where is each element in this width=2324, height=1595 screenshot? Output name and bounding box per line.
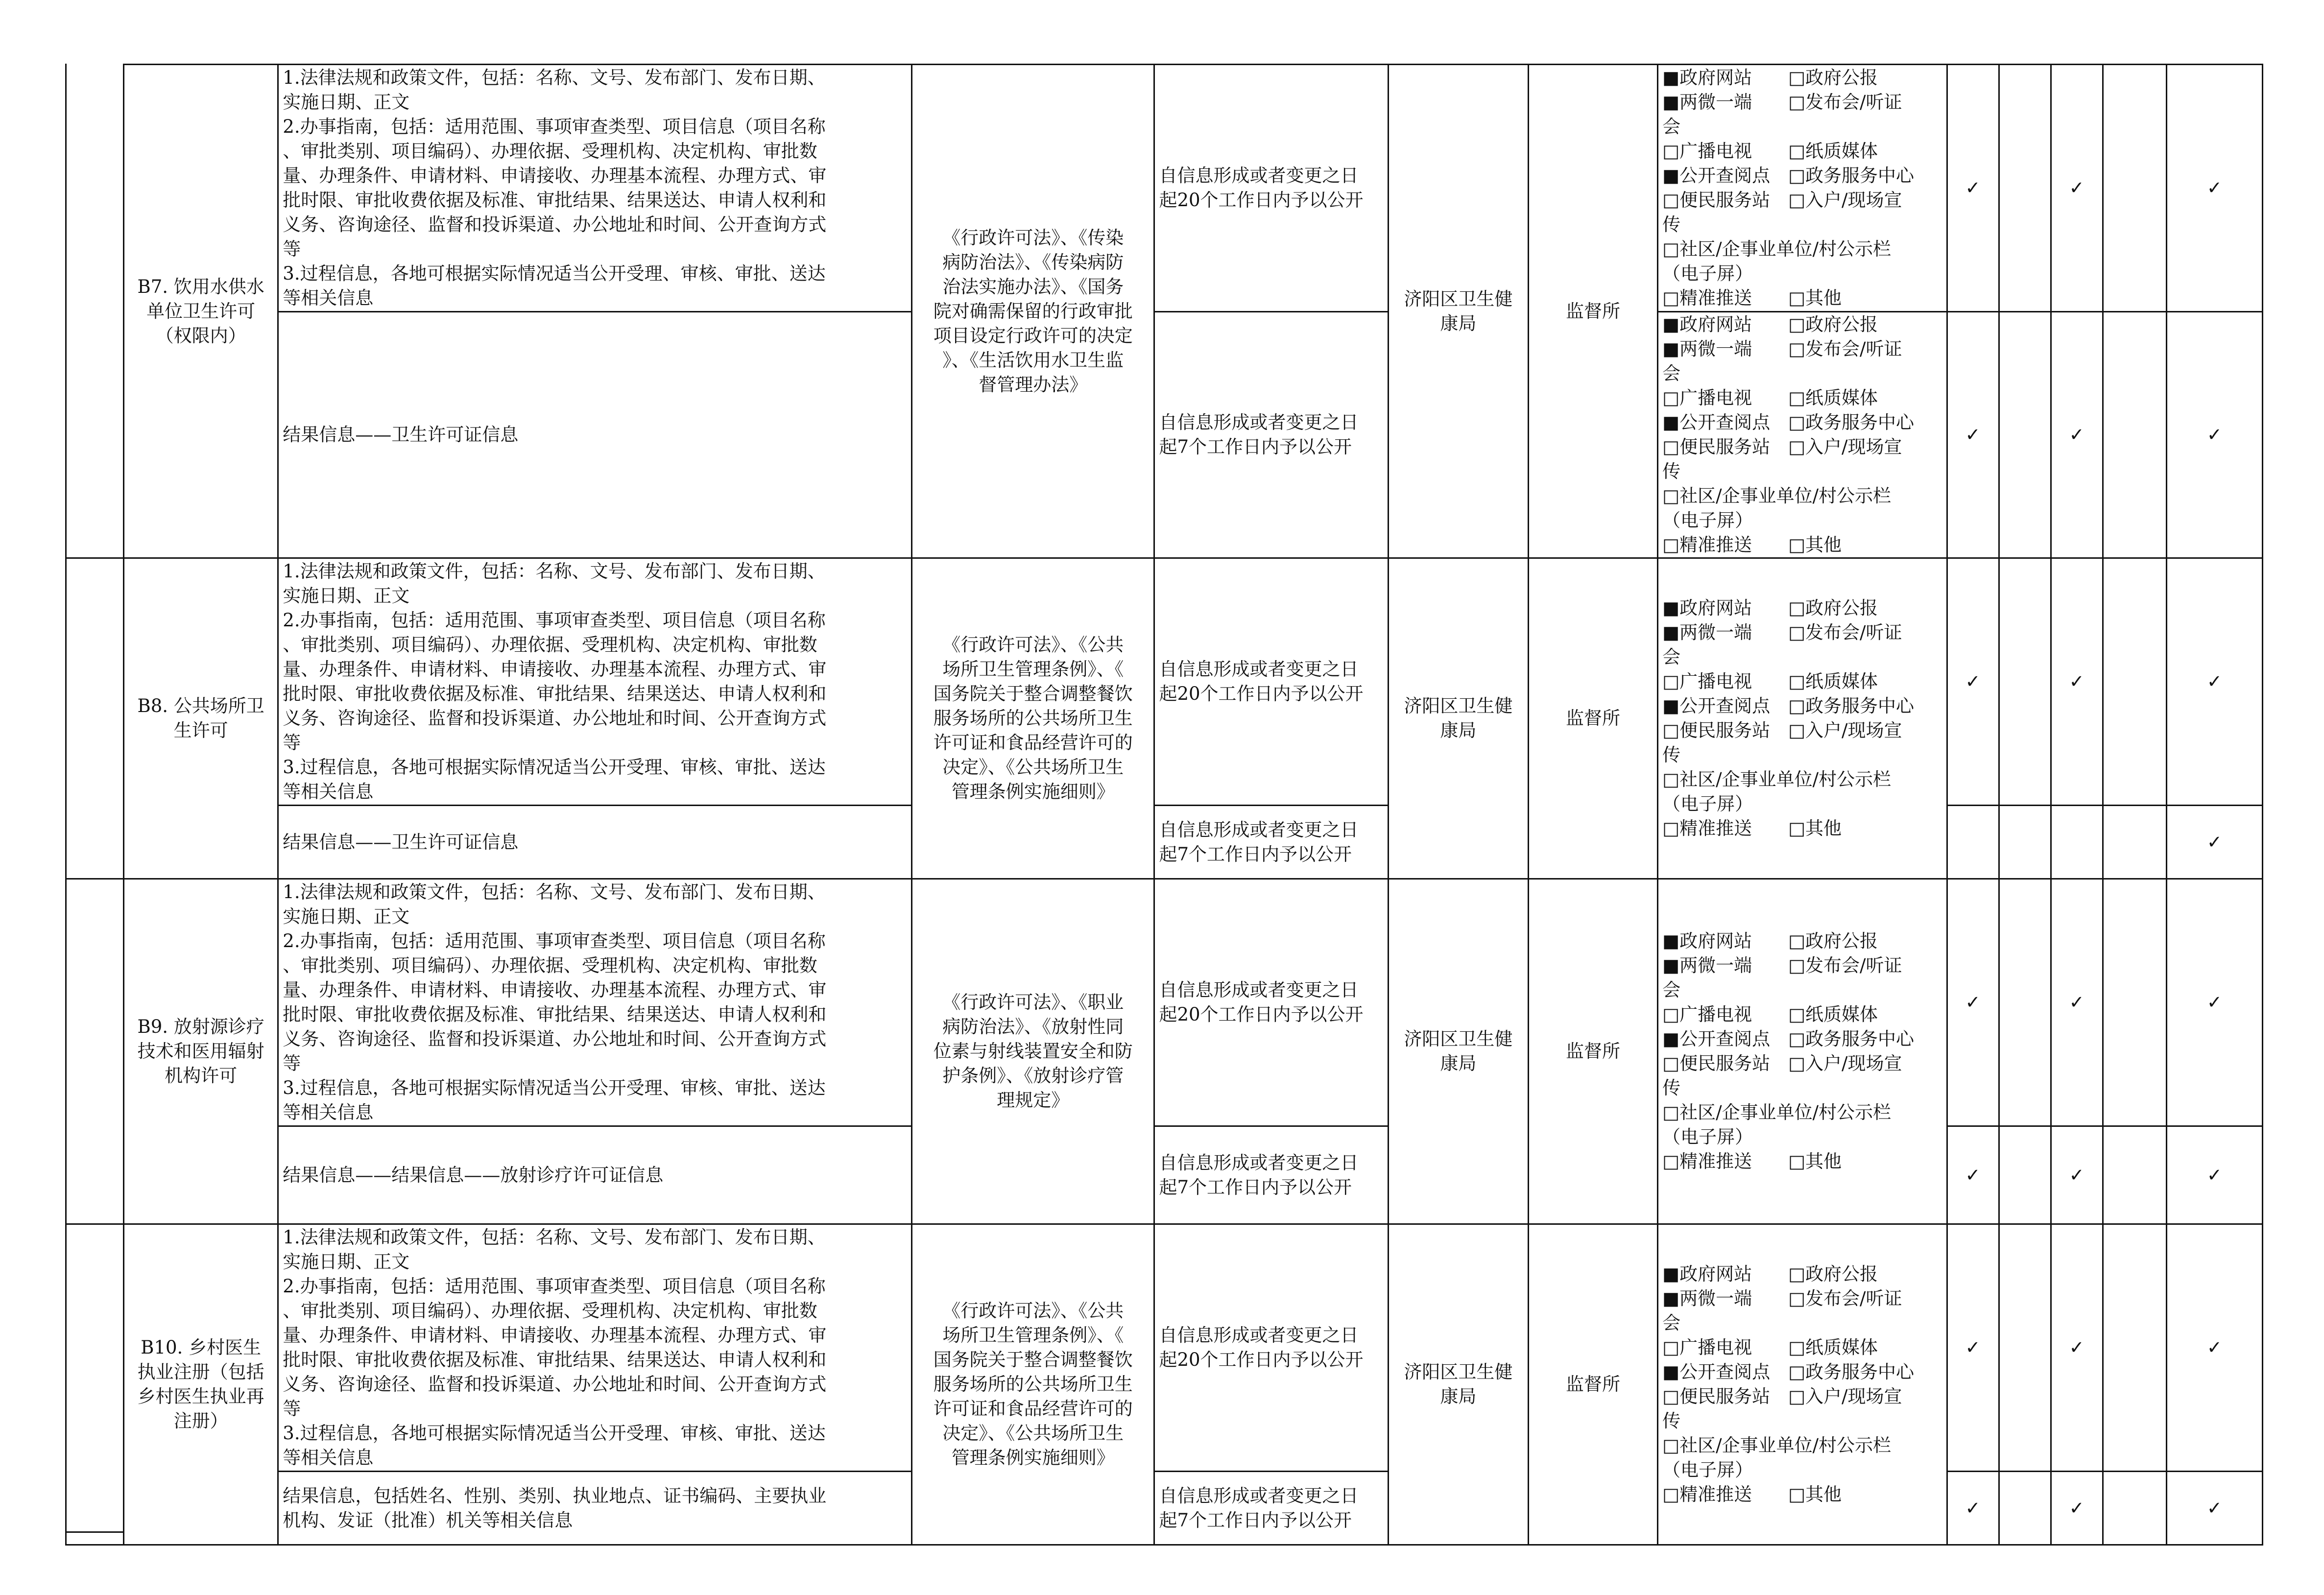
legal-basis-line: 国务院关于整合调整餐饮 xyxy=(933,1349,1133,1370)
disclosure-content-line: 实施日期、正文 xyxy=(283,906,410,927)
legal-basis-line: 《行政许可法》、《公共 xyxy=(942,1300,1124,1321)
disclosure-channels-line: □便民服务站 □入户/现场宣 xyxy=(1662,436,1902,457)
disclosure-channels-line: （电子屏） xyxy=(1662,510,1753,531)
legal-basis-line: 决定》、《公共场所卫生 xyxy=(942,757,1124,778)
disclosure-time-line: 自信息形成或者变更之日 xyxy=(1159,659,1359,680)
disclosure-content-line: 3.过程信息，各地可根据实际情况适当公开受理、审核、审批、送达 xyxy=(283,1423,826,1444)
check-mark-cell: ✓ xyxy=(2166,1224,2262,1472)
disclosure-content-line: 2.办事指南，包括：适用范围、事项审查类型、项目信息（项目名称 xyxy=(283,610,826,631)
disclosure-subject-line: 康局 xyxy=(1440,1386,1477,1407)
disclosure-content-line: 、审批类别、项目编码）、办理依据、受理机构、决定机构、审批数 xyxy=(283,141,817,162)
disclosure-content-line: 1.法律法规和政策文件，包括：名称、文号、发布部门、发布日期、 xyxy=(283,561,826,582)
check-mark-cell xyxy=(2103,1224,2166,1472)
disclosure-time-line: 自信息形成或者变更之日 xyxy=(1159,1485,1359,1506)
disclosure-channels-line: （电子屏） xyxy=(1662,1459,1753,1480)
disclosure-content-line: 1.法律法规和政策文件，包括：名称、文号、发布部门、发布日期、 xyxy=(283,1227,826,1248)
disclosure-table xyxy=(65,64,2263,1546)
legal-basis-line: 病防治法》、《放射性同 xyxy=(942,1016,1124,1037)
disclosure-content xyxy=(278,65,912,312)
table-row xyxy=(66,312,2263,558)
disclosure-channels-line: □便民服务站 □入户/现场宣 xyxy=(1662,720,1902,741)
disclosure-time-line: 自信息形成或者变更之日 xyxy=(1159,819,1359,840)
disclosure-content-line: 等 xyxy=(283,732,301,753)
disclosure-subject xyxy=(1388,1224,1528,1545)
check-mark-cell xyxy=(2103,312,2166,558)
item-name-line: 执业注册（包括 xyxy=(137,1361,264,1382)
check-mark-cell: ✓ xyxy=(2166,1126,2262,1224)
disclosure-content-line: 1.法律法规和政策文件，包括：名称、文号、发布部门、发布日期、 xyxy=(283,67,826,88)
disclosure-channels-line: □广播电视 □纸质媒体 xyxy=(1662,671,1878,692)
check-mark-cell: ✓ xyxy=(2166,879,2262,1126)
disclosure-content xyxy=(278,558,912,806)
disclosure-content-line: 实施日期、正文 xyxy=(283,585,410,606)
disclosure-channels-line: 会 xyxy=(1662,116,1681,137)
legal-basis-line: 理规定》 xyxy=(997,1090,1070,1111)
item-name-line: 技术和医用辐射 xyxy=(137,1041,264,1062)
disclosure-subject xyxy=(1388,65,1528,558)
legal-basis-line: 管理条例实施细则》 xyxy=(951,1447,1115,1468)
disclosure-channels-line: ■两微一端 □发布会/听证 xyxy=(1662,1288,1902,1309)
check-mark-cell: ✓ xyxy=(2166,558,2262,806)
item-name-line: 乡村医生执业再 xyxy=(137,1386,264,1407)
disclosure-content-line: 等相关信息 xyxy=(283,287,374,309)
check-mark-cell: ✓ xyxy=(2051,558,2103,806)
check-mark-cell: ✓ xyxy=(1947,1472,1999,1545)
legal-basis-line: 许可证和食品经营许可的 xyxy=(933,732,1133,753)
disclosure-time xyxy=(1154,806,1388,879)
check-mark-cell xyxy=(2103,1126,2166,1224)
disclosure-channels-line: ■政府网站 □政府公报 xyxy=(1662,314,1878,335)
disclosure-content-line: 等 xyxy=(283,238,301,260)
disclosure-channels-line: □社区/企事业单位/村公示栏 xyxy=(1662,1435,1892,1456)
disclosure-content-line: 量、办理条件、申请材料、申请接收、办理基本流程、办理方式、审 xyxy=(283,165,827,186)
disclosure-content-line: 等 xyxy=(283,1053,301,1074)
check-mark-cell: ✓ xyxy=(1947,879,1999,1126)
disclosure-content-line: 量、办理条件、申请材料、申请接收、办理基本流程、办理方式、审 xyxy=(283,979,827,1000)
disclosure-channels-line: ■政府网站 □政府公报 xyxy=(1662,597,1878,619)
disclosure-channels-line: 传 xyxy=(1662,214,1681,235)
disclosure-channels xyxy=(1658,312,1947,558)
item-name-line: 注册） xyxy=(173,1410,228,1431)
disclosure-channels-line: （电子屏） xyxy=(1662,263,1753,284)
check-mark-cell xyxy=(1999,312,2051,558)
disclosure-content-line: 批时限、审批收费依据及标准、审批结果、结果送达、申请人权利和 xyxy=(283,1349,827,1370)
disclosure-channels-line: ■两微一端 □发布会/听证 xyxy=(1662,622,1902,643)
disclosure-content-line: 量、办理条件、申请材料、申请接收、办理基本流程、办理方式、审 xyxy=(283,1325,827,1346)
disclosure-channels-line: 会 xyxy=(1662,979,1681,1000)
disclosure-channels-line: □精准推送 □其他 xyxy=(1662,1151,1842,1172)
disclosure-channels-line: ■公开查阅点 □政务服务中心 xyxy=(1662,1361,1915,1382)
disclosure-content-line: 结果信息——卫生许可证信息 xyxy=(283,424,519,445)
legal-basis-line: 决定》、《公共场所卫生 xyxy=(942,1423,1124,1444)
legal-basis-line: 国务院关于整合调整餐饮 xyxy=(933,683,1133,704)
check-mark-cell: ✓ xyxy=(2051,65,2103,312)
legal-basis-line: 许可证和食品经营许可的 xyxy=(933,1398,1133,1419)
check-mark-cell xyxy=(2103,879,2166,1126)
legal-basis xyxy=(912,879,1154,1224)
disclosure-subject-line: 康局 xyxy=(1440,312,1477,334)
disclosure-channels-line: □便民服务站 □入户/现场宣 xyxy=(1662,1386,1902,1407)
responsible-dept: 监督所 xyxy=(1528,558,1657,879)
disclosure-time-line: 自信息形成或者变更之日 xyxy=(1159,979,1359,1000)
disclosure-channels-line: □精准推送 □其他 xyxy=(1662,534,1842,555)
item-name xyxy=(124,1224,278,1545)
check-mark-cell xyxy=(1999,879,2051,1126)
check-mark-cell: ✓ xyxy=(2166,806,2262,879)
disclosure-time-line: 起7个工作日内予以公开 xyxy=(1159,436,1352,457)
disclosure-content-line: 等相关信息 xyxy=(283,1447,374,1468)
check-mark-cell: ✓ xyxy=(2166,312,2262,558)
disclosure-content xyxy=(278,806,912,879)
item-name xyxy=(124,65,278,558)
check-mark-cell xyxy=(1999,1224,2051,1472)
table-row xyxy=(66,1224,2263,1472)
disclosure-content-line: 义务、咨询途径、监督和投诉渠道、办公地址和时间、公开查询方式 xyxy=(283,214,827,235)
disclosure-channels-line: ■公开查阅点 □政务服务中心 xyxy=(1662,1028,1915,1049)
disclosure-time-line: 起20个工作日内予以公开 xyxy=(1159,1349,1364,1370)
disclosure-channels-line: （电子屏） xyxy=(1662,793,1753,814)
disclosure-content-line: 义务、咨询途径、监督和投诉渠道、办公地址和时间、公开查询方式 xyxy=(283,1374,827,1395)
disclosure-channels-line: ■公开查阅点 □政务服务中心 xyxy=(1662,412,1915,433)
disclosure-subject-line: 济阳区卫生健 xyxy=(1404,288,1513,309)
disclosure-subject-line: 济阳区卫生健 xyxy=(1404,1028,1513,1049)
disclosure-content-line: 、审批类别、项目编码）、办理依据、受理机构、决定机构、审批数 xyxy=(283,955,817,976)
disclosure-content-line: 结果信息——结果信息——放射诊疗许可证信息 xyxy=(283,1164,664,1186)
disclosure-channels-line: □精准推送 □其他 xyxy=(1662,1484,1842,1505)
disclosure-channels-line: □社区/企事业单位/村公示栏 xyxy=(1662,1102,1892,1123)
item-name-line: B9. 放射源诊疗 xyxy=(137,1016,264,1037)
blank-cell xyxy=(66,1224,124,1545)
disclosure-channels-line: ■公开查阅点 □政务服务中心 xyxy=(1662,695,1915,716)
disclosure-content-line: 义务、咨询途径、监督和投诉渠道、办公地址和时间、公开查询方式 xyxy=(283,708,827,729)
disclosure-content-line: 实施日期、正文 xyxy=(283,92,410,113)
disclosure-channels-line: □社区/企事业单位/村公示栏 xyxy=(1662,769,1892,790)
legal-basis-line: 管理条例实施细则》 xyxy=(951,781,1115,802)
disclosure-channels xyxy=(1658,65,1947,312)
item-name-line: B10. 乡村医生 xyxy=(141,1337,262,1358)
disclosure-subject-line: 济阳区卫生健 xyxy=(1404,1361,1513,1382)
legal-basis-line: 护条例》、《放射诊疗管 xyxy=(942,1065,1124,1086)
disclosure-content xyxy=(278,879,912,1126)
table-row xyxy=(66,65,2263,312)
blank-cell xyxy=(66,879,124,1224)
disclosure-subject xyxy=(1388,879,1528,1224)
disclosure-content-line: 等相关信息 xyxy=(283,1102,374,1123)
disclosure-channels-line: □广播电视 □纸质媒体 xyxy=(1662,1337,1878,1358)
disclosure-content-line: 1.法律法规和政策文件，包括：名称、文号、发布部门、发布日期、 xyxy=(283,881,826,903)
check-mark-cell xyxy=(1999,1472,2051,1545)
disclosure-content-line: 批时限、审批收费依据及标准、审批结果、结果送达、申请人权利和 xyxy=(283,190,827,211)
legal-basis-line: 《行政许可法》、《公共 xyxy=(942,634,1124,655)
check-mark-cell xyxy=(1999,806,2051,879)
check-mark-cell xyxy=(2103,806,2166,879)
check-mark-cell: ✓ xyxy=(1947,1126,1999,1224)
item-name xyxy=(124,558,278,879)
disclosure-time-line: 起20个工作日内予以公开 xyxy=(1159,190,1364,211)
disclosure-time xyxy=(1154,1224,1388,1472)
table-row xyxy=(66,879,2263,1126)
disclosure-content-line: 2.办事指南，包括：适用范围、事项审查类型、项目信息（项目名称 xyxy=(283,116,826,137)
disclosure-channels-line: ■政府网站 □政府公报 xyxy=(1662,1263,1878,1285)
disclosure-time xyxy=(1154,558,1388,806)
check-mark-cell xyxy=(1947,806,1999,879)
disclosure-time-line: 自信息形成或者变更之日 xyxy=(1159,165,1359,186)
disclosure-channels-line: 会 xyxy=(1662,646,1681,667)
legal-basis xyxy=(912,1224,1154,1545)
disclosure-channels-line: □广播电视 □纸质媒体 xyxy=(1662,141,1878,162)
disclosure-content xyxy=(278,312,912,558)
disclosure-subject xyxy=(1388,558,1528,879)
legal-basis-line: 《行政许可法》、《传染 xyxy=(942,227,1124,248)
legal-basis-line: 场所卫生管理条例》、《 xyxy=(942,1325,1124,1346)
disclosure-subject-line: 康局 xyxy=(1440,720,1477,741)
disclosure-content xyxy=(278,1472,912,1545)
check-mark-cell: ✓ xyxy=(2051,312,2103,558)
disclosure-content xyxy=(278,1126,912,1224)
disclosure-content-line: 2.办事指南，包括：适用范围、事项审查类型、项目信息（项目名称 xyxy=(283,1276,826,1297)
disclosure-content-line: 机构、发证（批准）机关等相关信息 xyxy=(283,1509,573,1531)
disclosure-time-line: 起20个工作日内予以公开 xyxy=(1159,683,1364,704)
disclosure-channels-line: □广播电视 □纸质媒体 xyxy=(1662,387,1878,408)
legal-basis-line: 场所卫生管理条例》、《 xyxy=(942,659,1124,680)
disclosure-channels-line: ■政府网站 □政府公报 xyxy=(1662,67,1878,88)
disclosure-content-line: 、审批类别、项目编码）、办理依据、受理机构、决定机构、审批数 xyxy=(283,634,817,655)
disclosure-content-line: 等 xyxy=(283,1398,301,1419)
legal-basis-line: 治法实施办法》、《国务 xyxy=(942,276,1124,297)
check-mark-cell: ✓ xyxy=(2166,1472,2262,1545)
check-mark-cell: ✓ xyxy=(2051,879,2103,1126)
blank-cell xyxy=(66,65,124,558)
disclosure-time-line: 起7个工作日内予以公开 xyxy=(1159,1509,1352,1531)
disclosure-content-line: 结果信息——卫生许可证信息 xyxy=(283,831,519,853)
disclosure-channels-line: □社区/企事业单位/村公示栏 xyxy=(1662,485,1892,506)
disclosure-channels-line: 会 xyxy=(1662,363,1681,384)
disclosure-channels xyxy=(1658,1224,1947,1545)
legal-basis-line: 院对确需保留的行政审批 xyxy=(933,300,1133,322)
disclosure-channels-line: 传 xyxy=(1662,461,1681,482)
check-mark-cell: ✓ xyxy=(2051,1472,2103,1545)
disclosure-content-line: 2.办事指南，包括：适用范围、事项审查类型、项目信息（项目名称 xyxy=(283,930,826,952)
disclosure-subject-line: 康局 xyxy=(1440,1053,1477,1074)
item-name-line: B8. 公共场所卫 xyxy=(137,695,264,716)
legal-basis xyxy=(912,65,1154,558)
legal-basis-line: 病防治法》、《传染病防 xyxy=(942,251,1124,273)
disclosure-content-line: 3.过程信息，各地可根据实际情况适当公开受理、审核、审批、送达 xyxy=(283,757,826,778)
disclosure-channels-line: ■两微一端 □发布会/听证 xyxy=(1662,338,1902,359)
disclosure-channels-line: ■两微一端 □发布会/听证 xyxy=(1662,955,1902,976)
disclosure-channels-line: □精准推送 □其他 xyxy=(1662,818,1842,839)
check-mark-cell xyxy=(2103,65,2166,312)
check-mark-cell xyxy=(2051,806,2103,879)
legal-basis-line: 服务场所的公共场所卫生 xyxy=(933,1374,1133,1395)
check-mark-cell: ✓ xyxy=(2051,1224,2103,1472)
responsible-dept: 监督所 xyxy=(1528,65,1657,558)
disclosure-channels-line: ■公开查阅点 □政务服务中心 xyxy=(1662,165,1915,186)
responsible-dept: 监督所 xyxy=(1528,1224,1657,1545)
disclosure-content-line: 批时限、审批收费依据及标准、审批结果、结果送达、申请人权利和 xyxy=(283,1004,827,1025)
disclosure-channels-line: □精准推送 □其他 xyxy=(1662,287,1842,309)
disclosure-content-line: 等相关信息 xyxy=(283,781,374,802)
check-mark-cell xyxy=(2103,1472,2166,1545)
check-mark-cell xyxy=(2103,558,2166,806)
legal-basis-line: 项目设定行政许可的决定 xyxy=(933,325,1133,346)
check-mark-cell: ✓ xyxy=(1947,558,1999,806)
disclosure-channels-line: 传 xyxy=(1662,1077,1681,1098)
check-mark-cell xyxy=(1999,1126,2051,1224)
disclosure-content-line: 3.过程信息，各地可根据实际情况适当公开受理、审核、审批、送达 xyxy=(283,1077,826,1098)
disclosure-channels xyxy=(1658,558,1947,879)
disclosure-content xyxy=(278,1224,912,1472)
disclosure-content-line: 、审批类别、项目编码）、办理依据、受理机构、决定机构、审批数 xyxy=(283,1300,817,1321)
item-name-line: （权限内） xyxy=(155,325,246,346)
check-mark-cell: ✓ xyxy=(1947,1224,1999,1472)
check-mark-cell: ✓ xyxy=(2051,1126,2103,1224)
legal-basis xyxy=(912,558,1154,879)
disclosure-time-line: 起7个工作日内予以公开 xyxy=(1159,1176,1352,1198)
disclosure-time-line: 起7个工作日内予以公开 xyxy=(1159,843,1352,865)
check-mark-cell: ✓ xyxy=(1947,312,1999,558)
disclosure-channels-line: 传 xyxy=(1662,744,1681,765)
disclosure-time-line: 自信息形成或者变更之日 xyxy=(1159,412,1359,433)
item-name xyxy=(124,879,278,1224)
blank-cell xyxy=(66,558,124,879)
disclosure-time-line: 起20个工作日内予以公开 xyxy=(1159,1004,1364,1025)
legal-basis-line: 》、《生活饮用水卫生监 xyxy=(942,349,1124,371)
responsible-dept: 监督所 xyxy=(1528,879,1657,1224)
legal-basis-line: 位素与射线装置安全和防 xyxy=(933,1041,1133,1062)
disclosure-channels-line: □广播电视 □纸质媒体 xyxy=(1662,1004,1878,1025)
legal-basis-line: 督管理办法》 xyxy=(979,374,1088,395)
disclosure-content-line: 批时限、审批收费依据及标准、审批结果、结果送达、申请人权利和 xyxy=(283,683,827,704)
disclosure-time-line: 自信息形成或者变更之日 xyxy=(1159,1152,1359,1173)
disclosure-channels-line: □便民服务站 □入户/现场宣 xyxy=(1662,1053,1902,1074)
disclosure-content-line: 义务、咨询途径、监督和投诉渠道、办公地址和时间、公开查询方式 xyxy=(283,1028,827,1049)
disclosure-channels-line: （电子屏） xyxy=(1662,1126,1753,1147)
disclosure-channels-line: □社区/企事业单位/村公示栏 xyxy=(1662,238,1892,260)
disclosure-time xyxy=(1154,1126,1388,1224)
disclosure-content-line: 结果信息，包括姓名、性别、类别、执业地点、证书编码、主要执业 xyxy=(283,1485,827,1506)
check-mark-cell xyxy=(1999,65,2051,312)
item-name-line: 机构许可 xyxy=(165,1065,238,1086)
disclosure-time xyxy=(1154,312,1388,558)
item-name-line: 单位卫生许可 xyxy=(146,300,256,322)
disclosure-channels-line: 会 xyxy=(1662,1312,1681,1333)
legal-basis-line: 《行政许可法》、《职业 xyxy=(942,992,1124,1013)
item-name-line: B7. 饮用水供水 xyxy=(137,276,264,297)
legal-basis-line: 服务场所的公共场所卫生 xyxy=(933,708,1133,729)
disclosure-time xyxy=(1154,879,1388,1126)
disclosure-subject-line: 济阳区卫生健 xyxy=(1404,695,1513,716)
disclosure-channels-line: 传 xyxy=(1662,1410,1681,1431)
check-mark-cell: ✓ xyxy=(2166,65,2262,312)
disclosure-time xyxy=(1154,1472,1388,1545)
disclosure-channels-line: ■政府网站 □政府公报 xyxy=(1662,930,1878,952)
disclosure-channels-line: ■两微一端 □发布会/听证 xyxy=(1662,92,1902,113)
disclosure-time xyxy=(1154,65,1388,312)
disclosure-content-line: 3.过程信息，各地可根据实际情况适当公开受理、审核、审批、送达 xyxy=(283,263,826,284)
disclosure-time-line: 自信息形成或者变更之日 xyxy=(1159,1325,1359,1346)
table-row xyxy=(66,558,2263,806)
disclosure-channels-line: □便民服务站 □入户/现场宣 xyxy=(1662,190,1902,211)
check-mark-cell xyxy=(1999,558,2051,806)
disclosure-content-line: 实施日期、正文 xyxy=(283,1251,410,1272)
check-mark-cell: ✓ xyxy=(1947,65,1999,312)
disclosure-content-line: 量、办理条件、申请材料、申请接收、办理基本流程、办理方式、审 xyxy=(283,659,827,680)
item-name-line: 生许可 xyxy=(173,720,228,741)
disclosure-channels xyxy=(1658,879,1947,1224)
